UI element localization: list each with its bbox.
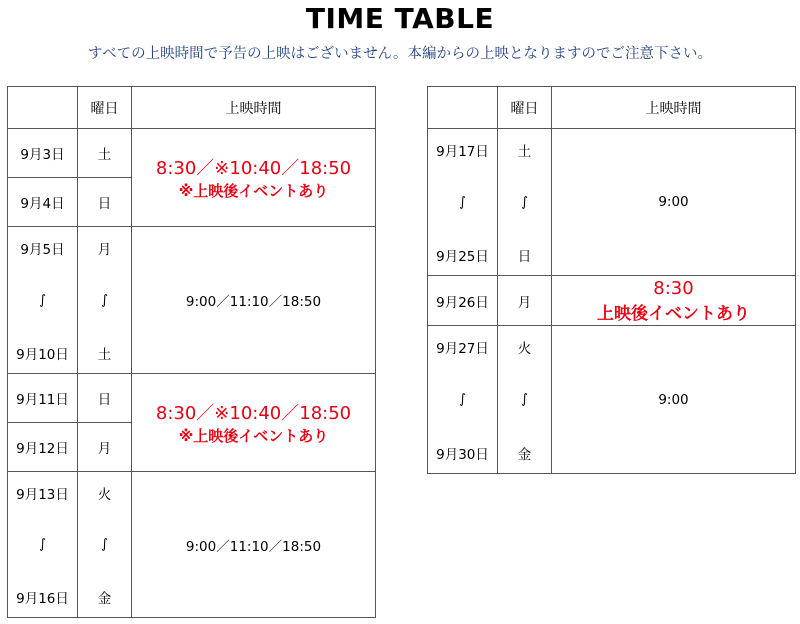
showtimes-cell-event xyxy=(552,276,796,326)
weekday-cell: 日 xyxy=(78,374,132,423)
showtimes-cell-event xyxy=(132,374,376,472)
date-range-cell xyxy=(428,129,498,276)
weekday-from: 月 xyxy=(97,241,112,258)
date-range-cell xyxy=(8,472,78,618)
left-timetable xyxy=(7,86,376,618)
showtimes-cell: 9:00 xyxy=(552,129,796,276)
weekday-range-cell xyxy=(78,472,132,618)
weekday-header: 曜日 xyxy=(498,87,552,129)
range-mark: ∫ xyxy=(101,292,108,308)
range-mark: ∫ xyxy=(459,392,466,407)
weekday-header: 曜日 xyxy=(78,87,132,129)
event-note: ※上映後イベントあり xyxy=(178,427,329,445)
date-cell: 9月11日 xyxy=(8,374,78,423)
range-mark: ∫ xyxy=(459,194,466,210)
range-mark: ∫ xyxy=(39,537,46,552)
weekday-to: 日 xyxy=(517,248,532,265)
weekday-cell: 日 xyxy=(78,178,132,227)
showtimes-cell-event xyxy=(132,129,376,227)
weekday-range-cell xyxy=(78,227,132,374)
range-mark: ∫ xyxy=(521,194,528,210)
date-header xyxy=(428,87,498,129)
showtimes-header: 上映時間 xyxy=(552,87,796,129)
showtimes-text: 8:30／※10:40／18:50 xyxy=(155,158,352,179)
showtimes-header: 上映時間 xyxy=(132,87,376,129)
weekday-to: 金 xyxy=(97,590,112,607)
showtimes-text: 8:30 xyxy=(653,277,694,299)
weekday-to: 金 xyxy=(517,446,532,463)
date-to: 9月25日 xyxy=(436,248,489,265)
right-timetable xyxy=(427,86,796,474)
date-to: 9月10日 xyxy=(16,346,69,363)
weekday-range-cell xyxy=(498,129,552,276)
date-from: 9月17日 xyxy=(436,143,489,160)
date-to: 9月30日 xyxy=(436,446,489,463)
range-mark: ∫ xyxy=(521,392,528,407)
date-cell: 9月4日 xyxy=(8,178,78,227)
weekday-range-cell xyxy=(498,326,552,474)
date-from: 9月5日 xyxy=(20,241,65,258)
date-from: 9月27日 xyxy=(436,340,489,357)
range-mark: ∫ xyxy=(39,292,46,308)
weekday-cell: 土 xyxy=(78,129,132,178)
date-range-cell xyxy=(428,326,498,474)
notice-text: すべての上映時間で予告の上映はございません。本編からの上映となりますのでご注意下さい。 xyxy=(87,46,713,62)
date-range-cell xyxy=(8,227,78,374)
weekday-from: 火 xyxy=(97,486,112,503)
showtimes-cell: 9:00／11:10／18:50 xyxy=(132,227,376,374)
date-cell: 9月12日 xyxy=(8,423,78,472)
date-cell: 9月26日 xyxy=(428,276,498,326)
date-header xyxy=(8,87,78,129)
range-mark: ∫ xyxy=(101,537,108,552)
event-note: 上映後イベントあり xyxy=(597,303,750,324)
date-to: 9月16日 xyxy=(16,590,69,607)
weekday-cell: 月 xyxy=(78,423,132,472)
showtimes-cell: 9:00 xyxy=(552,326,796,474)
date-from: 9月13日 xyxy=(16,486,69,503)
showtimes-text: 8:30／※10:40／18:50 xyxy=(155,403,352,424)
page-title: TIME TABLE xyxy=(305,2,495,35)
event-note: ※上映後イベントあり xyxy=(178,182,329,200)
weekday-to: 土 xyxy=(97,346,112,363)
weekday-from: 火 xyxy=(517,340,532,357)
weekday-cell: 月 xyxy=(498,276,552,326)
showtimes-cell: 9:00／11:10／18:50 xyxy=(132,472,376,618)
date-cell: 9月3日 xyxy=(8,129,78,178)
weekday-from: 土 xyxy=(517,143,532,160)
